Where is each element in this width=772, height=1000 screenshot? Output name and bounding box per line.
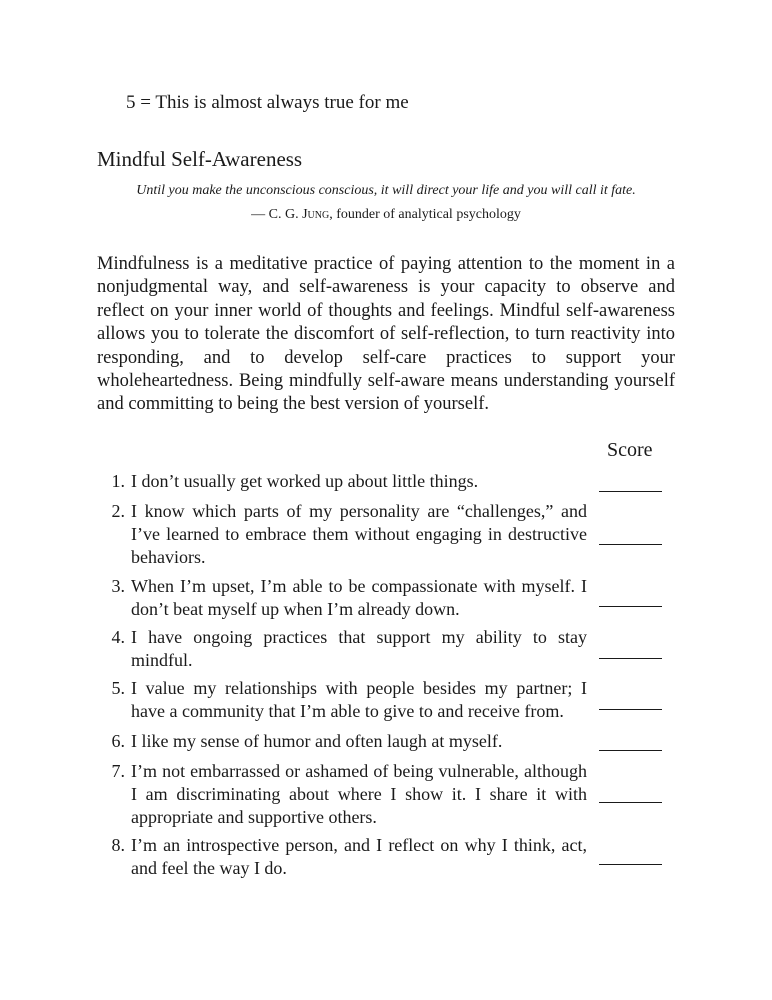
item-number: 1. [111, 471, 125, 491]
attribution-suffix: , founder of analytical psychology [329, 207, 521, 222]
score-blank-line[interactable] [599, 864, 662, 865]
epigraph-quote: Until you make the unconscious conscious, it will direct your life and you will call it fate. [136, 183, 636, 198]
item-text: When I’m upset, I’m able to be compassionate with myself. I don’t beat myself up when I’m already down. [131, 576, 587, 620]
score-blank-line[interactable] [599, 709, 662, 710]
item-number: 6. [111, 731, 125, 751]
item-text: I have ongoing practices that support my ability to stay mindful. [131, 627, 587, 671]
scale-legend-line: 5 = This is almost always true for me [126, 92, 409, 113]
item-number: 5. [111, 678, 125, 698]
score-blank-line[interactable] [599, 606, 662, 607]
score-blank-line[interactable] [599, 658, 662, 659]
score-column-header: Score [607, 439, 653, 461]
score-blank-line[interactable] [599, 802, 662, 803]
item-text: I’m an introspective person, and I reflect on why I think, act, and feel the way I do. [131, 835, 587, 879]
section-title: Mindful Self-Awareness [97, 147, 303, 171]
intro-paragraph: Mindfulness is a meditative practice of paying attention to the moment in a nonjudgmental way, and self-awareness is your capacity to observe and reflect on your inner world of thoughts and feelings. Mindful self-awareness allows you to tolerate the discomfort of self-reflection, to turn reactivity into responding, and to develop self-care practices to support your wholeheartedness. Being mindfully self-aware means understanding yourself and committing to being the best version of yourself. [97, 254, 675, 415]
attribution-prefix: — C. G. [251, 207, 303, 222]
item-text: I know which parts of my personality are “challenges,” and I’ve learned to embrace them without engaging in destructive behaviors. [131, 501, 587, 568]
attribution-name: Jung [302, 207, 330, 222]
item-text: I’m not embarrassed or ashamed of being vulnerable, although I am discriminating about where I show it. I share it with appropriate and supportive others. [131, 761, 587, 828]
item-text: I like my sense of humor and often laugh at myself. [131, 731, 503, 751]
item-number: 4. [111, 627, 125, 647]
item-text: I value my relationships with people besides my partner; I have a community that I’m able to give to and receive from. [131, 678, 587, 722]
score-blank-line[interactable] [599, 491, 662, 492]
item-number: 7. [111, 761, 125, 781]
item-number: 2. [111, 501, 125, 521]
item-number: 8. [111, 835, 125, 855]
score-blank-line[interactable] [599, 544, 662, 545]
score-blank-line[interactable] [599, 750, 662, 751]
item-number: 3. [111, 576, 125, 596]
epigraph-attribution [97, 206, 675, 224]
item-text: I don’t usually get worked up about little things. [131, 471, 479, 491]
